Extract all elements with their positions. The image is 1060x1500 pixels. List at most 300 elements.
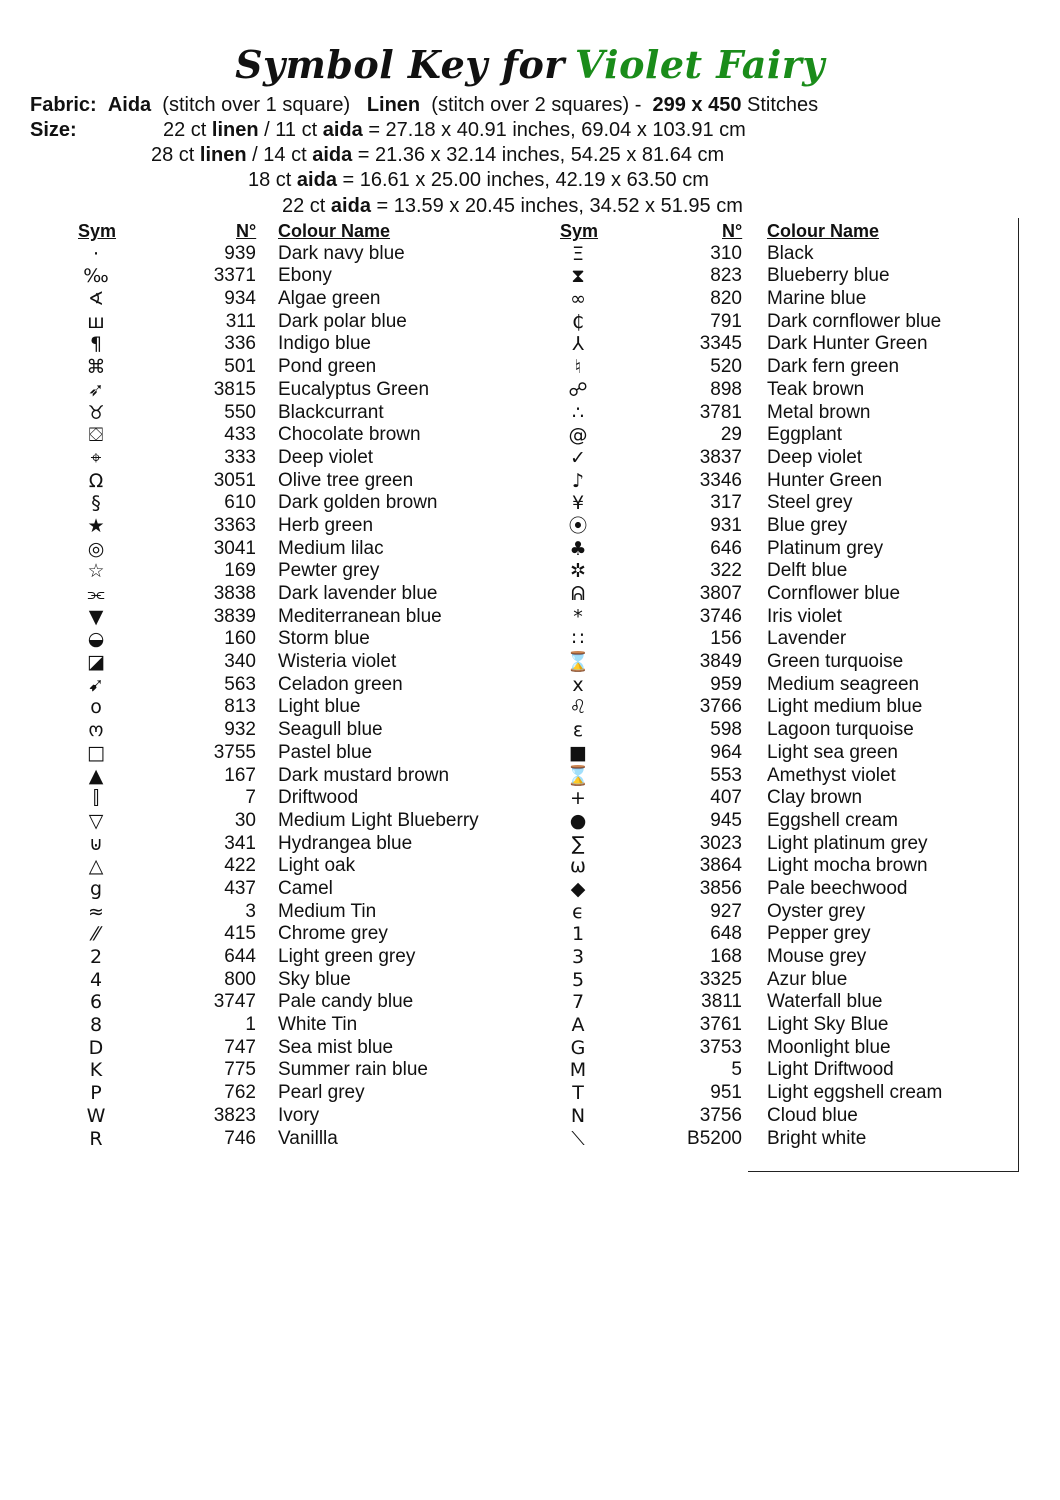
table-row [0, 1059, 1060, 1082]
colour-name-cell: Deep violet [278, 446, 374, 468]
colour-name-cell: Deep violet [767, 446, 863, 468]
number-cell: 931 [710, 514, 742, 536]
table-row [0, 1037, 1060, 1060]
table-row [0, 243, 1060, 266]
symbol-cell: ☍ [568, 378, 588, 401]
symbol-cell: ω [570, 855, 586, 878]
number-cell: 964 [710, 741, 742, 763]
table-row [0, 1128, 1060, 1151]
symbol-cell: ◒ [87, 628, 105, 651]
colour-name-cell: Dark cornflower blue [767, 310, 942, 332]
number-cell: 340 [224, 651, 256, 673]
number-cell: 3 [245, 900, 256, 922]
number-cell: 3761 [699, 1014, 742, 1036]
table-row [0, 991, 1060, 1014]
symbol-cell: G [570, 1036, 586, 1059]
colour-name-cell: Eucalyptus Green [278, 378, 430, 400]
table-row [0, 855, 1060, 878]
number-cell: 3823 [213, 1104, 256, 1126]
table-row [0, 583, 1060, 606]
number-cell: 3864 [699, 855, 742, 877]
colour-name-cell: Summer rain blue [278, 1059, 428, 1081]
number-cell: 800 [224, 968, 256, 990]
symbol-cell: ⟍ [571, 1127, 585, 1150]
colour-name-cell: Ebony [278, 265, 332, 287]
colour-name-cell: Dark polar blue [278, 310, 407, 332]
number-cell: 3756 [699, 1104, 742, 1126]
table-row [0, 333, 1060, 356]
size-line [248, 168, 709, 192]
number-cell: 644 [224, 946, 256, 967]
table-row [0, 628, 1060, 651]
number-cell: 898 [710, 378, 742, 400]
colour-name-cell: Ivory [278, 1104, 320, 1126]
colour-name-cell: Lavender [767, 628, 847, 650]
symbol-cell: § [91, 492, 101, 515]
colour-name-cell: Dark mustard brown [278, 764, 450, 786]
symbol-cell: ≈ [88, 900, 104, 923]
number-cell: 3755 [213, 741, 256, 763]
number-cell: 3753 [699, 1036, 742, 1058]
number-cell: 341 [224, 832, 256, 854]
number-cell: 3781 [699, 401, 742, 423]
table-row [0, 560, 1060, 583]
size-value: = 13.59 x 20.45 inches, 34.52 x 51.95 cm [376, 195, 743, 217]
symbol-cell: ⌖ [90, 446, 102, 469]
number-cell: 1 [245, 1014, 256, 1036]
size-sep: / 11 ct [264, 119, 318, 141]
colour-name-cell: Pewter grey [278, 560, 380, 582]
number-cell: 333 [224, 446, 256, 468]
number-cell: 820 [710, 288, 742, 310]
symbol-cell: o [90, 696, 102, 719]
header-colour-name: Colour Name [278, 221, 391, 241]
colour-name-cell: Medium Tin [278, 900, 377, 922]
symbol-cell: 2 [89, 946, 103, 968]
table-row [0, 787, 1060, 810]
number-cell: 646 [710, 537, 742, 559]
colour-name-cell: Lagoon turquoise [767, 719, 914, 741]
symbol-cell: 4 [89, 968, 103, 991]
fabric-linen-note: (stitch over 2 squares) - [431, 94, 642, 116]
symbol-cell: ♮ [574, 356, 582, 379]
colour-name-cell: Light Driftwood [767, 1059, 894, 1081]
table-row [0, 402, 1060, 425]
pattern-name: Violet Fairy [574, 42, 825, 87]
symbol-cell: ▼ [88, 605, 104, 628]
colour-name-cell: Dark golden brown [278, 492, 438, 514]
colour-name-cell: Pepper grey [767, 923, 871, 945]
table-row [0, 901, 1060, 924]
colour-name-cell: Dark navy blue [278, 242, 405, 264]
size-fabric: aida [296, 169, 337, 191]
colour-name-cell: Olive tree green [278, 469, 414, 491]
number-cell: 3325 [699, 968, 742, 990]
table-row [0, 470, 1060, 493]
symbol-cell: 7 [571, 991, 585, 1014]
fabric-label: Fabric: [30, 94, 97, 116]
header-colour-name: Colour Name [767, 221, 880, 241]
table-row [0, 696, 1060, 719]
symbol-cell: Ξ [571, 242, 584, 265]
colour-name-cell: Vanillla [278, 1127, 338, 1149]
number-cell: 336 [224, 333, 256, 355]
number-cell: 156 [710, 628, 742, 650]
table-row [0, 765, 1060, 788]
symbol-cell: T [572, 1082, 584, 1105]
colour-name-cell: Dark Hunter Green [767, 333, 928, 355]
number-cell: 3747 [213, 991, 256, 1013]
symbol-cell: ∞ [570, 288, 586, 311]
symbol-cell: ∴ [571, 401, 585, 424]
number-cell: 520 [710, 356, 742, 378]
size-line [151, 143, 724, 167]
symbol-cell: ⊍ [89, 832, 103, 855]
symbol-cell: ∑ [571, 832, 585, 855]
table-row [0, 923, 1060, 946]
size-fabric: linen [211, 119, 259, 141]
colour-name-cell: Light green grey [278, 946, 416, 967]
colour-name-cell: Herb green [278, 514, 374, 536]
number-cell: 407 [710, 787, 742, 809]
table-row [0, 810, 1060, 833]
symbol-cell: ♉ [87, 401, 105, 424]
colour-name-cell: Light oak [278, 855, 356, 877]
symbol-cell: ⦿ [568, 514, 588, 537]
symbol-cell: ◎ [87, 537, 105, 560]
table-row [0, 288, 1060, 311]
number-cell: 823 [710, 265, 742, 287]
colour-name-cell: Indigo blue [278, 333, 371, 355]
colour-name-cell: Light medium blue [767, 696, 923, 718]
colour-name-cell: Sea mist blue [278, 1036, 394, 1058]
number-cell: 927 [710, 900, 742, 922]
table-border-bottom [748, 1171, 1019, 1172]
number-cell: 3346 [699, 469, 742, 491]
symbol-cell: ¥ [571, 492, 585, 515]
number-cell: 311 [225, 310, 256, 332]
table-body [0, 243, 1060, 1151]
number-cell: 501 [224, 356, 256, 378]
number-cell: 3807 [699, 583, 742, 604]
colour-name-cell: Chocolate brown [278, 424, 421, 446]
number-cell: 3849 [699, 651, 742, 673]
symbol-cell: ♌ [569, 696, 587, 719]
size-count: 22 ct [163, 119, 207, 141]
symbol-cell: ⌛ [566, 764, 590, 787]
number-cell: 553 [710, 764, 742, 786]
table-row [0, 878, 1060, 901]
colour-name-cell: Chrome grey [278, 923, 388, 945]
number-cell: 959 [710, 673, 742, 695]
symbol-cell: △ [88, 855, 104, 878]
symbol-cell: + [570, 787, 586, 810]
symbol-cell: A [571, 1014, 585, 1037]
table-row [0, 265, 1060, 288]
symbol-cell: ε [572, 719, 584, 742]
colour-name-cell: Steel grey [767, 492, 853, 514]
number-cell: 3363 [213, 514, 256, 536]
number-cell: 322 [710, 560, 742, 582]
table-row [0, 515, 1060, 538]
symbol-cell: ➶ [88, 378, 104, 401]
colour-name-cell: Medium seagreen [767, 673, 920, 695]
colour-name-cell: Light blue [278, 696, 361, 718]
table-row [0, 742, 1060, 765]
size-count: 22 ct [282, 195, 326, 217]
colour-name-cell: Waterfall blue [767, 991, 883, 1013]
number-cell: 433 [224, 424, 256, 446]
number-cell: 167 [224, 764, 256, 786]
table-row [0, 311, 1060, 334]
colour-name-cell: Iris violet [767, 605, 842, 627]
colour-name-cell: Hydrangea blue [278, 832, 413, 854]
number-cell: 775 [224, 1059, 256, 1081]
symbol-cell: ⌛ [566, 651, 590, 674]
colour-name-cell: Celadon green [278, 673, 403, 695]
colour-name-cell: Wisteria violet [278, 651, 397, 673]
symbol-cell: ¶ [89, 333, 103, 356]
colour-name-cell: Eggplant [767, 424, 843, 446]
colour-name-cell: Algae green [278, 288, 381, 310]
symbol-cell: ო [88, 719, 104, 742]
number-cell: 7 [245, 787, 256, 809]
number-cell: 310 [710, 242, 742, 264]
fabric-line [30, 93, 818, 117]
colour-name-cell: Pearl grey [278, 1082, 365, 1104]
size-line [282, 194, 743, 218]
colour-name-cell: Bright white [767, 1127, 867, 1149]
symbol-cell: ⧗ [571, 265, 585, 288]
number-cell: 951 [710, 1082, 742, 1104]
number-cell: 317 [710, 492, 742, 514]
colour-name-cell: Oyster grey [767, 900, 866, 922]
number-cell: 29 [720, 424, 742, 446]
colour-name-cell: Teak brown [767, 378, 865, 400]
size-value: = 16.61 x 25.00 inches, 42.19 x 63.50 cm [336, 169, 709, 191]
page-title [0, 42, 1060, 87]
colour-name-cell: Dark lavender blue [278, 583, 438, 604]
size-value: = 27.18 x 40.91 inches, 69.04 x 103.91 cm [368, 119, 746, 141]
table-row [0, 833, 1060, 856]
number-cell: 169 [224, 560, 256, 582]
symbol-cell: P [90, 1082, 102, 1105]
symbol-cell: N [570, 1104, 586, 1127]
colour-name-cell: Moonlight blue [767, 1036, 891, 1058]
number-cell: 747 [224, 1036, 256, 1058]
colour-name-cell: Delft blue [767, 560, 848, 582]
symbol-cell: ϵ [572, 900, 584, 923]
colour-name-cell: Green turquoise [767, 651, 904, 673]
colour-name-cell: Clay brown [767, 787, 863, 809]
fabric-linen: Linen [366, 94, 421, 116]
symbol-cell: W [86, 1104, 106, 1127]
colour-name-cell: Eggshell cream [767, 809, 898, 831]
symbol-cell: ✓ [570, 446, 586, 469]
number-cell: 30 [234, 809, 256, 831]
symbol-cell: ‰ [83, 265, 109, 288]
number-cell: 550 [224, 401, 256, 423]
table-row [0, 447, 1060, 470]
number-cell: 813 [224, 696, 256, 718]
header-sym: Sym [560, 221, 599, 241]
symbol-cell: g [89, 877, 103, 900]
symbol-cell: ◪ [87, 651, 105, 674]
size-count: 18 ct [248, 169, 292, 191]
size-sep: / 14 ct [252, 144, 307, 166]
symbol-cell: ▽ [88, 809, 104, 832]
colour-name-cell: Pastel blue [278, 741, 373, 763]
colour-name-cell: Medium lilac [278, 537, 384, 559]
number-cell: 3811 [701, 991, 742, 1013]
colour-name-cell: Cloud blue [767, 1104, 858, 1126]
number-cell: 160 [224, 628, 256, 650]
table-row [0, 674, 1060, 697]
fabric-aida-note: (stitch over 1 square) [162, 94, 351, 116]
size-value: = 21.36 x 32.14 inches, 54.25 x 81.64 cm [357, 144, 725, 166]
number-cell: 3815 [213, 378, 256, 400]
number-cell: 3839 [213, 605, 256, 627]
colour-name-cell: Light eggshell cream [767, 1082, 943, 1104]
table-row [0, 492, 1060, 515]
number-cell: 3837 [699, 446, 742, 468]
symbol-cell: x [572, 673, 584, 696]
table-border-right [1018, 218, 1019, 1171]
header-number: N° [236, 221, 257, 241]
size-fabric: aida [322, 119, 363, 141]
number-cell: 746 [224, 1127, 256, 1149]
table-row [0, 1105, 1060, 1128]
colour-name-cell: Pale candy blue [278, 991, 414, 1013]
header-sym: Sym [78, 221, 117, 241]
symbol-cell: ⅄ [572, 333, 584, 356]
symbol-cell: ♪ [571, 469, 585, 492]
size-label: Size: [30, 119, 77, 141]
size-fabric: aida [330, 195, 371, 217]
symbol-cell: ◆ [570, 877, 586, 900]
symbol-cell: ∷ [571, 628, 585, 651]
symbol-cell: ★ [87, 514, 105, 537]
symbol-cell: ⫿ [92, 787, 100, 810]
table-row [0, 424, 1060, 447]
number-cell: 791 [710, 310, 742, 332]
number-cell: 415 [224, 923, 256, 945]
symbol-cell: ᕱ [570, 583, 586, 605]
number-cell: 3051 [213, 469, 256, 491]
number-cell: 762 [224, 1082, 256, 1104]
size-fabric: aida [312, 144, 353, 166]
symbol-cell: □ [87, 741, 105, 764]
symbol-cell: ♣ [569, 537, 587, 560]
symbol-cell: ш [87, 310, 105, 333]
colour-name-cell: Pond green [278, 356, 377, 378]
colour-name-cell: Blue grey [767, 514, 848, 536]
number-cell: 932 [224, 719, 256, 741]
colour-name-cell: Blueberry blue [767, 265, 890, 287]
number-cell: 939 [224, 242, 256, 264]
number-cell: 598 [710, 719, 742, 741]
colour-name-cell: Black [767, 242, 814, 264]
number-cell: 945 [710, 809, 742, 831]
number-cell: 648 [710, 923, 742, 945]
symbol-cell: 1 [571, 923, 585, 946]
number-cell: 5 [731, 1059, 742, 1081]
symbol-cell: 8 [89, 1014, 103, 1037]
colour-name-cell: Mouse grey [767, 946, 867, 967]
colour-name-cell: Dark fern green [767, 356, 900, 378]
colour-name-cell: Hunter Green [767, 469, 883, 491]
symbol-cell: ₵ [571, 310, 585, 333]
symbol-cell: ⛋ [88, 424, 104, 447]
number-cell: 563 [224, 673, 256, 695]
header-number: N° [722, 221, 743, 241]
colour-name-cell: Mediterranean blue [278, 605, 442, 627]
symbol-cell: ⫘ [87, 583, 105, 605]
symbol-cell: ⌘ [86, 356, 106, 379]
colour-name-cell: Metal brown [767, 401, 871, 423]
symbol-cell: * [573, 605, 583, 628]
stitches-label: Stitches [747, 94, 819, 116]
table-header [0, 220, 1060, 243]
symbol-cell: K [89, 1059, 103, 1082]
colour-name-cell: Cornflower blue [767, 583, 901, 604]
number-cell: B5200 [687, 1127, 742, 1149]
table-row [0, 969, 1060, 992]
symbol-cell: ∢ [88, 288, 104, 311]
colour-name-cell: Blackcurrant [278, 401, 384, 423]
colour-name-cell: Storm blue [278, 628, 370, 650]
symbol-cell: · [92, 242, 100, 265]
size-fabric: linen [199, 144, 247, 166]
number-cell: 3838 [213, 583, 256, 604]
colour-name-cell: Camel [278, 877, 333, 899]
table-row [0, 356, 1060, 379]
symbol-cell: ➹ [88, 673, 104, 696]
title-prefix: Symbol Key for [235, 42, 565, 87]
colour-name-cell: Light Sky Blue [767, 1014, 889, 1036]
symbol-cell: ■ [569, 741, 587, 764]
table-row [0, 1014, 1060, 1037]
colour-name-cell: Seagull blue [278, 719, 383, 741]
number-cell: 168 [710, 946, 742, 967]
symbol-cell: 5 [571, 968, 585, 991]
table-row [0, 1082, 1060, 1105]
size-count: 28 ct [151, 144, 195, 166]
table-row [0, 379, 1060, 402]
number-cell: 422 [224, 855, 256, 877]
table-row [0, 538, 1060, 561]
symbol-cell: ⁄⁄ [92, 923, 100, 946]
symbol-cell: @ [568, 424, 588, 447]
number-cell: 3766 [699, 696, 742, 718]
colour-name-cell: Medium Light Blueberry [278, 809, 479, 831]
colour-name-cell: Amethyst violet [767, 764, 896, 786]
symbol-cell: 6 [89, 991, 103, 1014]
table-row [0, 606, 1060, 629]
colour-name-cell: Azur blue [767, 968, 848, 990]
table-row [0, 946, 1060, 969]
colour-name-cell: Marine blue [767, 288, 867, 310]
symbol-cell: 3 [571, 946, 585, 968]
number-cell: 3023 [699, 832, 742, 854]
symbol-cell: M [569, 1059, 587, 1082]
symbol-cell: ● [569, 809, 587, 832]
symbol-table-right [0, 220, 1060, 1150]
number-cell: 934 [224, 288, 256, 310]
symbol-cell: ▲ [88, 764, 104, 787]
number-cell: 437 [224, 877, 256, 899]
symbol-cell: ☆ [87, 560, 105, 583]
